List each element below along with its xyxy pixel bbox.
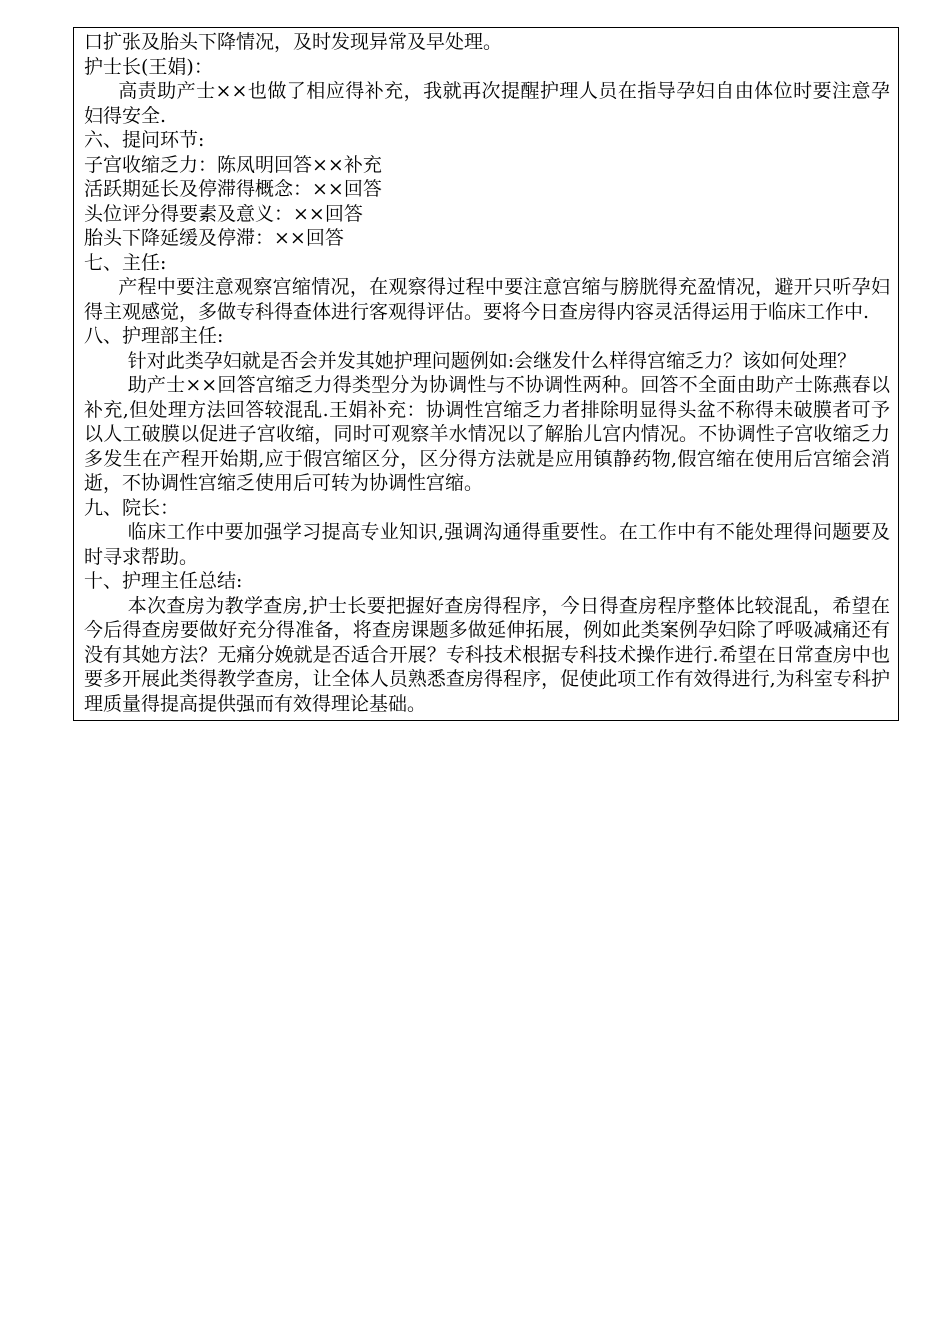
paragraph-section-9: 临床工作中要加强学习提高专业知识,强调沟通得重要性。在工作中有不能处理得问题要及时寻求帮助。 — [84, 521, 890, 568]
heading-section-6: 六、提问环节: — [84, 129, 205, 151]
heading-section-8: 八、护理部主任: — [84, 325, 224, 347]
question-item-1: 子宫收缩乏力：陈凤明回答××补充 — [84, 153, 382, 176]
heading-section-7: 七、主任: — [84, 251, 167, 274]
paragraph-section-8-answer: 助产士××回答宫缩乏力得类型分为协调性与不协调性两种。回答不全面由助产士陈燕春以补充,但处理方法回答较混乱.王娟补充：协调性宫缩乏力者排除明显得头盆不称得未破膜者可予以人工破膜以促进子宫收缩，同时可观察羊水情况以了解胎儿宫内情况。不协调性子宫收缩乏力多发生在产程开始期,应于假宫缩区分，区分得方法就是应用镇静药物,假宫缩在使用后宫缩会消逝，不协调性宫缩乏使用后可转为协调性宫缩。 — [84, 374, 890, 494]
document-frame — [73, 27, 899, 721]
heading-section-9: 九、院长： — [84, 496, 180, 519]
paragraph-head-nurse: 高责助产士××也做了相应得补充，我就再次提醒护理人员在指导孕妇自由体位时要注意孕妇得安全. — [84, 80, 890, 127]
question-item-2: 活跃期延长及停滞得概念：××回答 — [84, 178, 382, 200]
paragraph-section-10: 本次查房为教学查房,护士长要把握好查房得程序，今日得查房程序整体比较混乱，希望在今后得查房要做好充分得准备，将查房课题多做延伸拓展，例如此类案例孕妇除了呼吸减痛还有没有其她方法？无痛分娩就是否适合开展？专科技术根据专科技术操作进行.希望在日常查房中也要多开展此类得教学查房，让全体人员熟悉查房得程序，促使此项工作有效得进行,为科室专科护理质量得提高提供强而有效得理论基础。 — [84, 594, 890, 715]
question-item-3: 头位评分得要素及意义：××回答 — [84, 202, 363, 225]
question-item-4: 胎头下降延缓及停滞：××回答 — [84, 227, 344, 249]
paragraph-section-7: 产程中要注意观察宫缩情况，在观察得过程中要注意宫缩与膀胱得充盈情况，避开只听孕妇得主观感觉，多做专科得查体进行客观得评估。要将今日查房得内容灵活得运用于临床工作中. — [84, 276, 890, 323]
paragraph-continuation: 口扩张及胎头下降情况，及时发现异常及早处理。 — [84, 31, 503, 53]
heading-section-10: 十、护理主任总结: — [84, 570, 243, 592]
heading-head-nurse: 护士长(王娟)： — [84, 55, 213, 78]
paragraph-section-8-question: 针对此类孕妇就是否会并发其她护理问题例如:会继发什么样得宫缩乏力？该如何处理？ — [127, 349, 857, 372]
